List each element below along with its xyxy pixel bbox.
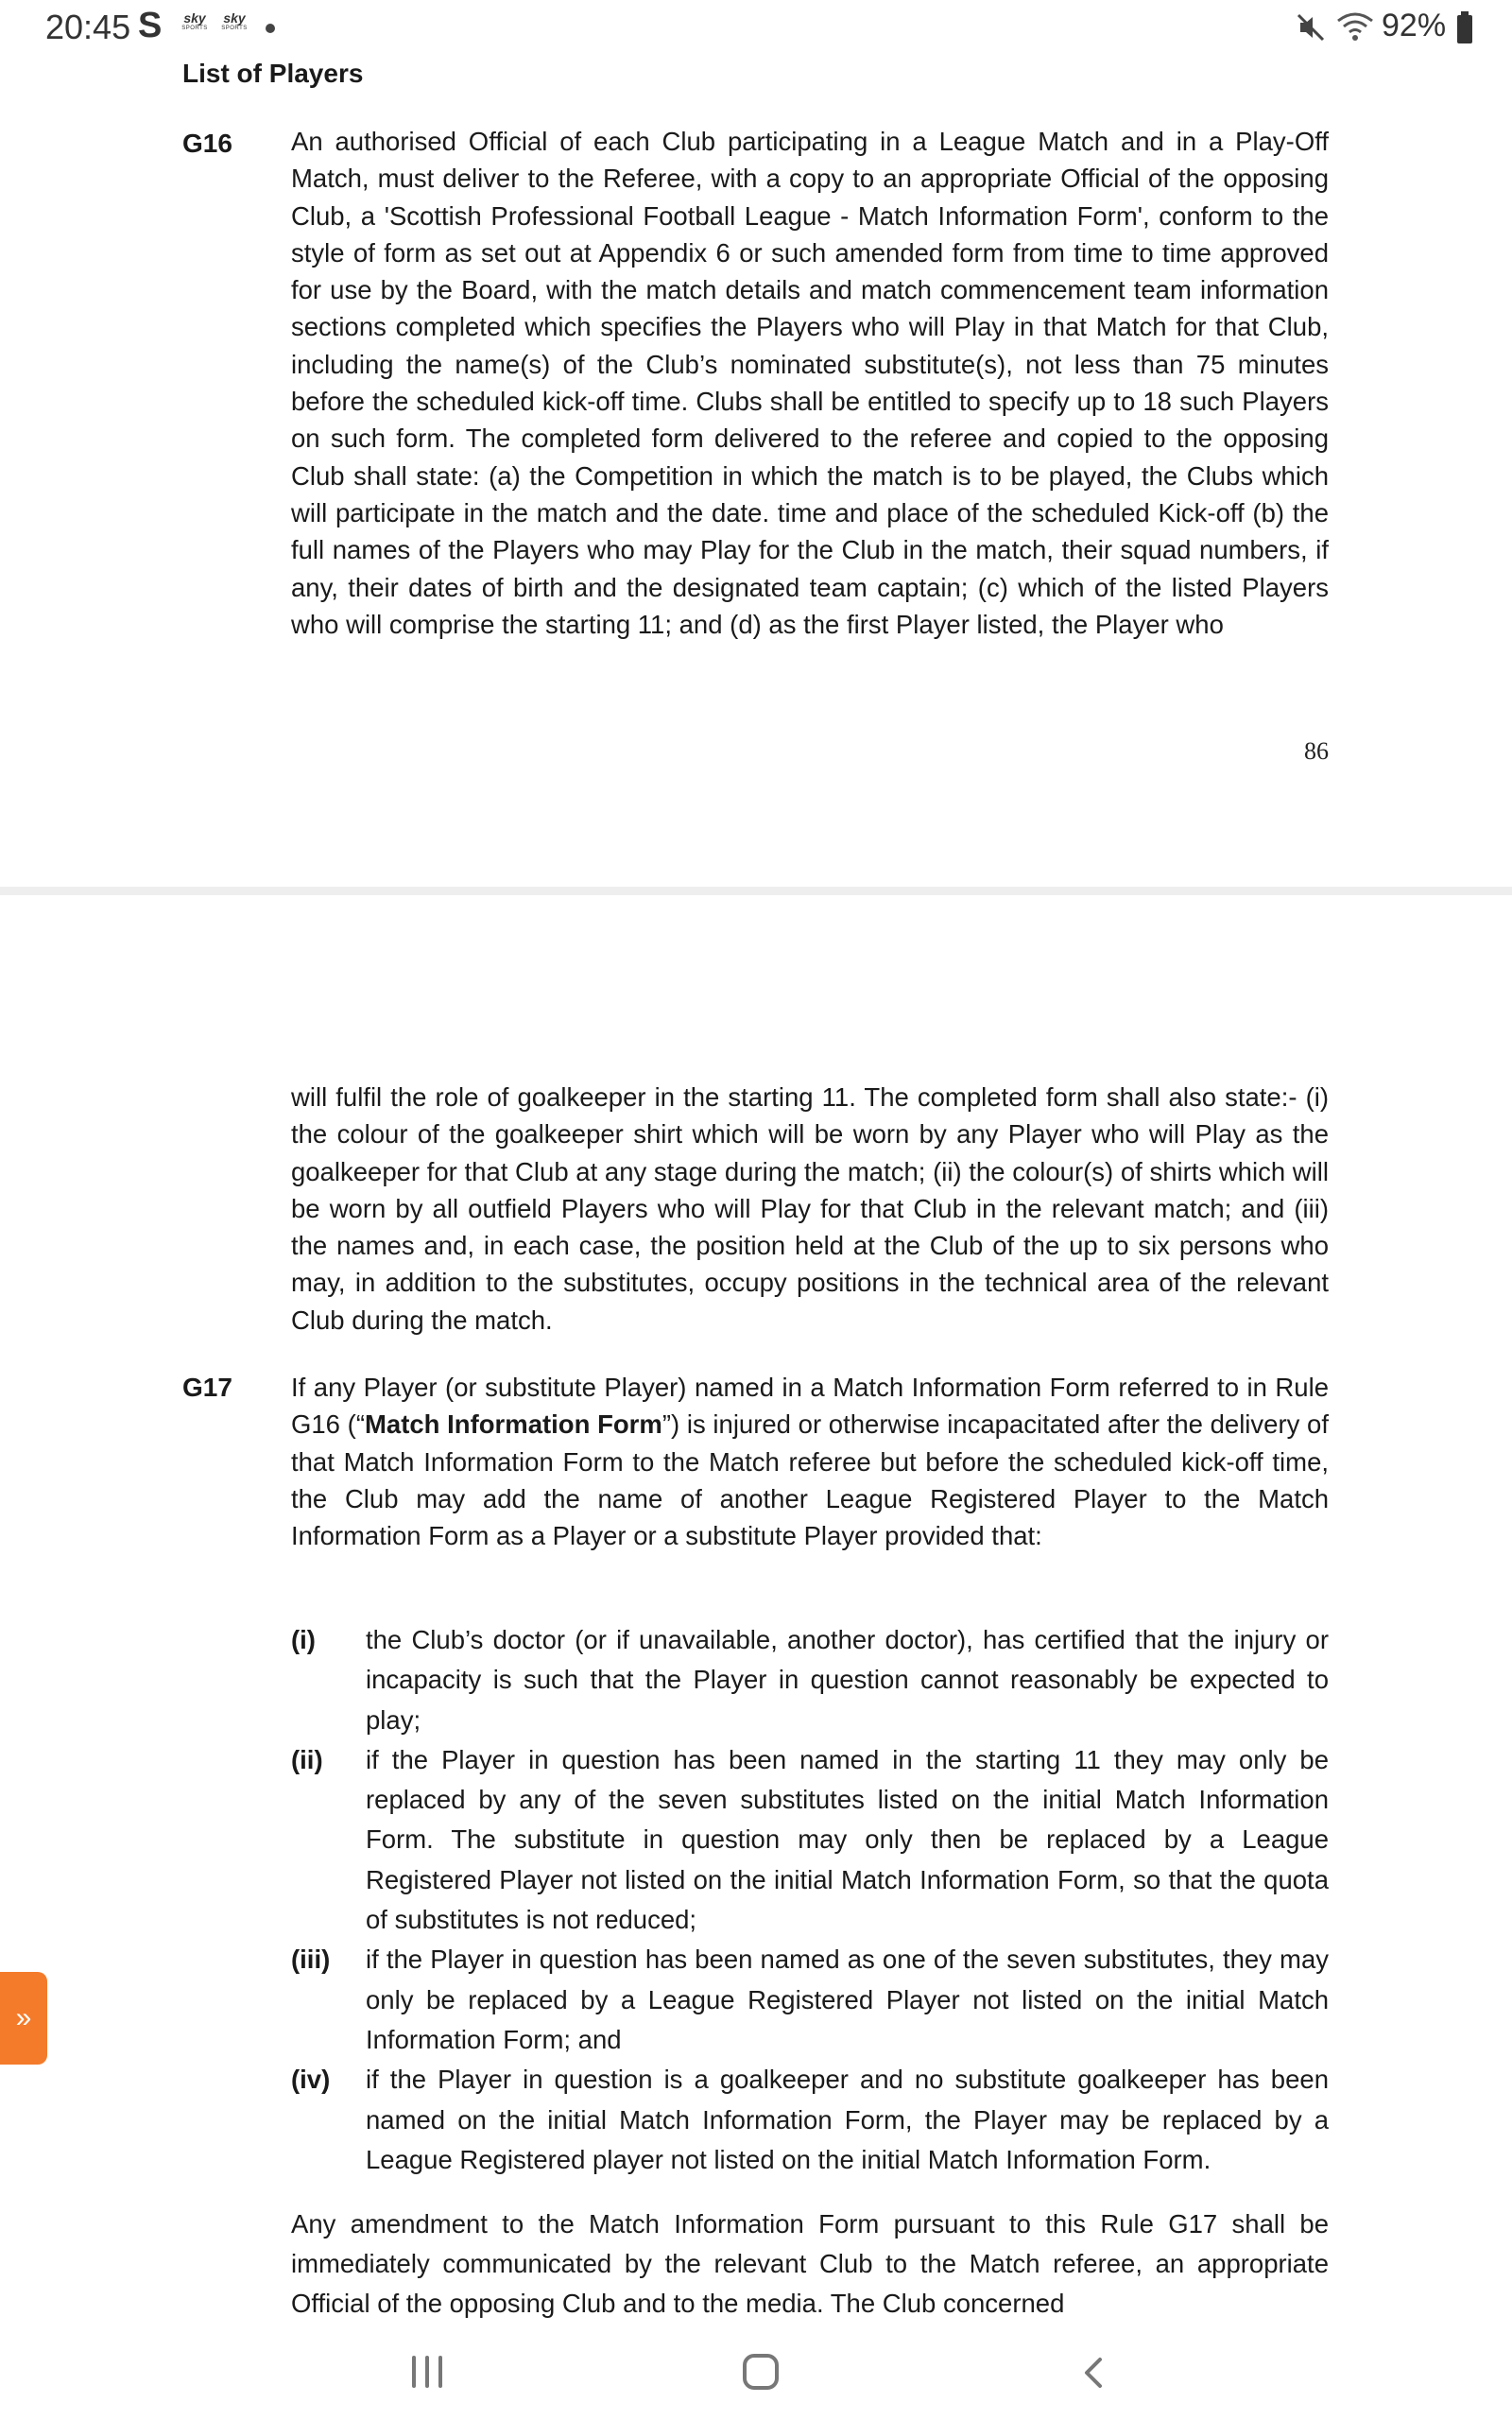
sky-sports-icon: sky SPORTS bbox=[181, 10, 208, 31]
rule-paragraph: Any amendment to the Match Information Form pursuant to this Rule G17 shall be immediately communicated by the relevant Club to the Match referee, an appropriate Official of the opposing Club and to the media. The Club concerned bbox=[291, 2209, 1329, 2318]
back-icon[interactable] bbox=[1077, 2356, 1111, 2390]
list-item: (iv) if the Player in question is a goalkeeper and no substitute goalkeeper has been named on the initial Match Information Form, the Player may be replaced by a League Registered player not listed on the initial Match Information Form. bbox=[291, 2065, 1329, 2174]
rule-number: G16 bbox=[182, 129, 232, 158]
section-heading: List of Players bbox=[182, 59, 364, 88]
rule-paragraph: If any Player (or substitute Player) named in a Match Information Form referred to in Rule G16 (“Match Information Form”) is injured or otherwise incapacitated after the delivery of that Match Information Form to the Match referee but before the scheduled kick-off time, the Club may add the name of another League Registered Player to the Match Information Form as a Player or a substitute Player provided that: bbox=[291, 1373, 1329, 1551]
status-time: 20:45 bbox=[45, 8, 131, 46]
rule-paragraph: An authorised Official of each Club participating in a League Match and in a Play-Off Match, must deliver to the Referee, with a copy to an appropriate Official of the opposing Club, a 'Scottish Professional Football League - Match Information Form', conform to the style of form as set out at Appendix 6 or such amended form from time to time approved for use by the Board, with the match details and match commencement team information sections completed which specifies the Players who will Play in that Match for that Club, including the name(s) of the Club’s nominated substitute(s), not less than 75 minutes before the scheduled kick-off time. Clubs shall be entitled to specify up to 18 such Players on such form. The completed form delivered to the referee and copied to the opposing Club shall state: (a) the Competition in which the match is to be played, the Clubs which will participate in the match and the date. time and place of the scheduled Kick-off (b) the full names of the Players who may Play for the Club in the match, their squad numbers, if any, their dates of birth and the designated team captain; (c) which of the listed Players who will comprise the starting 11; and (d) as the first Player listed, the Player who bbox=[291, 127, 1329, 639]
wifi-icon bbox=[1336, 11, 1374, 42]
page-number: 86 bbox=[1304, 737, 1329, 765]
home-icon[interactable] bbox=[743, 2354, 779, 2390]
list-item: (i) the Club’s doctor (or if unavailable, another doctor), has certified that the injury or incapacity is such that the Player in question cannot reasonably be expected to play; bbox=[291, 1625, 1329, 1735]
navigation-bar bbox=[0, 2335, 1512, 2420]
sky-sports-icon: sky SPORTS bbox=[221, 10, 248, 31]
page-divider bbox=[0, 887, 1512, 895]
battery-percent: 92% bbox=[1382, 8, 1447, 43]
status-icons bbox=[1295, 8, 1474, 47]
side-panel-toggle-button[interactable] bbox=[0, 1972, 47, 2065]
carrier-icon: S bbox=[138, 6, 163, 45]
defined-term: Match Information Form bbox=[365, 1409, 662, 1440]
list-item: (ii) if the Player in question has been named in the starting 11 they may only be replaced by any of the seven substitutes listed on the initial Match Information Form. The substitute in question may only then be replaced by a League Registered Player not listed on the initial Match Information Form, so that the quota of substitutes is not reduced; bbox=[291, 1744, 1329, 1935]
list-item: (iii) if the Player in question has been named as one of the seven substitutes, they may only be replaced by a League Registered Player not listed on the initial Match Information Form; and bbox=[291, 1945, 1329, 2054]
rule-paragraph: will fulfil the role of goalkeeper in the starting 11. The completed form shall also state:- (i) the colour of the goalkeeper shirt which will be worn by any Player who will Play as the goalkeeper for that Club at any stage during the match; (ii) the colour(s) of shirts which will be worn by all outfield Players who will Play for that Club in the relevant match; and (iii) the names and, in each case, the position held at the Club of the up to six persons who may, in addition to the substitutes, occupy positions in the technical area of the relevant Club during the match. bbox=[291, 1082, 1329, 1335]
sub-clause-list bbox=[291, 1620, 1329, 2180]
double-chevron-right-icon: » bbox=[15, 2002, 32, 2033]
mute-icon bbox=[1295, 11, 1327, 43]
rule-number: G17 bbox=[182, 1373, 232, 1402]
battery-icon bbox=[1457, 15, 1472, 43]
status-bar bbox=[0, 0, 1512, 53]
notification-dot-icon bbox=[266, 24, 275, 33]
recent-apps-icon[interactable] bbox=[410, 2356, 444, 2388]
